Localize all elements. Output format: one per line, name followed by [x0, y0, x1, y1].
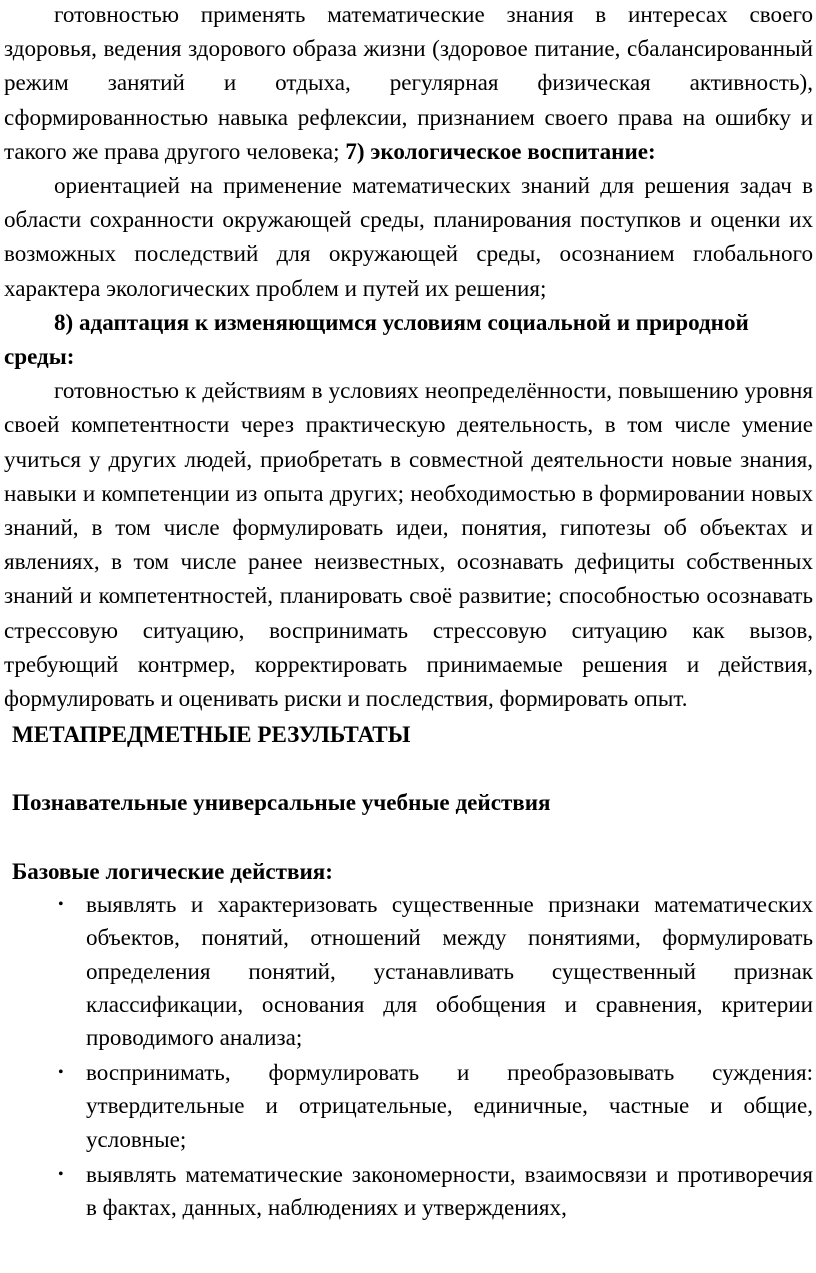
- list-item: [4, 1158, 813, 1224]
- list-item: [4, 888, 813, 1054]
- subsubsection-title-basic-logical-actions: Базовые логические действия:: [12, 858, 333, 885]
- heading-adaptation: 8) адаптация к изменяющимся условиям социальной и природной среды:: [4, 308, 749, 370]
- list-item-text: выявлять математические закономерности, взаимосвязи и противоречия в фактах, данных, наблюдениях и утверждениях,: [86, 1160, 813, 1221]
- bullet-icon: •: [58, 1165, 64, 1183]
- list-item: [4, 1056, 813, 1156]
- bullet-list-logical-actions: [4, 888, 813, 1224]
- paragraph-adaptation: готовностью к действиям в условиях неопределённости, повышению уровня своей компетентности через практическую деятельность, в том числе умение учиться у других людей, приобретать в совместной деятельности новые знания, навыки и компетенции из опыта других; необходимостью в формировании новых знаний, в том числе формулировать идеи, понятия, гипотезы об объектах и явлениях, в том числе ранее неизвестных, осознавать дефициты собственных знаний и компетентностей, планировать своё развитие; способностью осознавать стрессовую ситуацию, воспринимать стрессовую ситуацию как вызов, требующий контрмер, корректировать принимаемые решения и действия, формулировать и оценивать риски и последствия, формировать опыт.: [4, 377, 813, 712]
- bullet-icon: •: [58, 896, 64, 914]
- paragraph-health-text: готовностью применять математические знания в интересах своего здоровья, ведения здорового образа жизни (здоровое питание, сбалансированный режим занятий и отдыха, регулярная физическая активность), сформированностью навыка рефлексии, признанием своего права на ошибку и такого же права другого человека;: [4, 1, 813, 164]
- heading-ecological-education: 7) экологическое воспитание:: [345, 137, 656, 164]
- list-item-text: выявлять и характеризовать существенные признаки математических объектов, понятий, отношений между понятиями, формулировать определения понятий, устанавливать существенный признак классификации, основания для обобщения и сравнения, критерии проводимого анализа;: [86, 891, 813, 1051]
- paragraph-health: [4, 0, 813, 168]
- bullet-icon: •: [58, 1064, 64, 1082]
- list-item-text: воспринимать, формулировать и преобразовывать суждения: утвердительные и отрицательные, единичные, частные и общие, условные;: [86, 1059, 813, 1152]
- section-title-metasubject-results: МЕТАПРЕДМЕТНЫЕ РЕЗУЛЬТАТЫ: [12, 721, 411, 748]
- subsection-title-cognitive-actions: Познавательные универсальные учебные действия: [12, 789, 551, 816]
- paragraph-ecology: ориентацией на применение математических знаний для решения задач в области сохранности окружающей среды, планирования поступков и оценки их возможных последствий для окружающей среды, осознанием глобального характера экологических проблем и путей их решения;: [4, 172, 813, 301]
